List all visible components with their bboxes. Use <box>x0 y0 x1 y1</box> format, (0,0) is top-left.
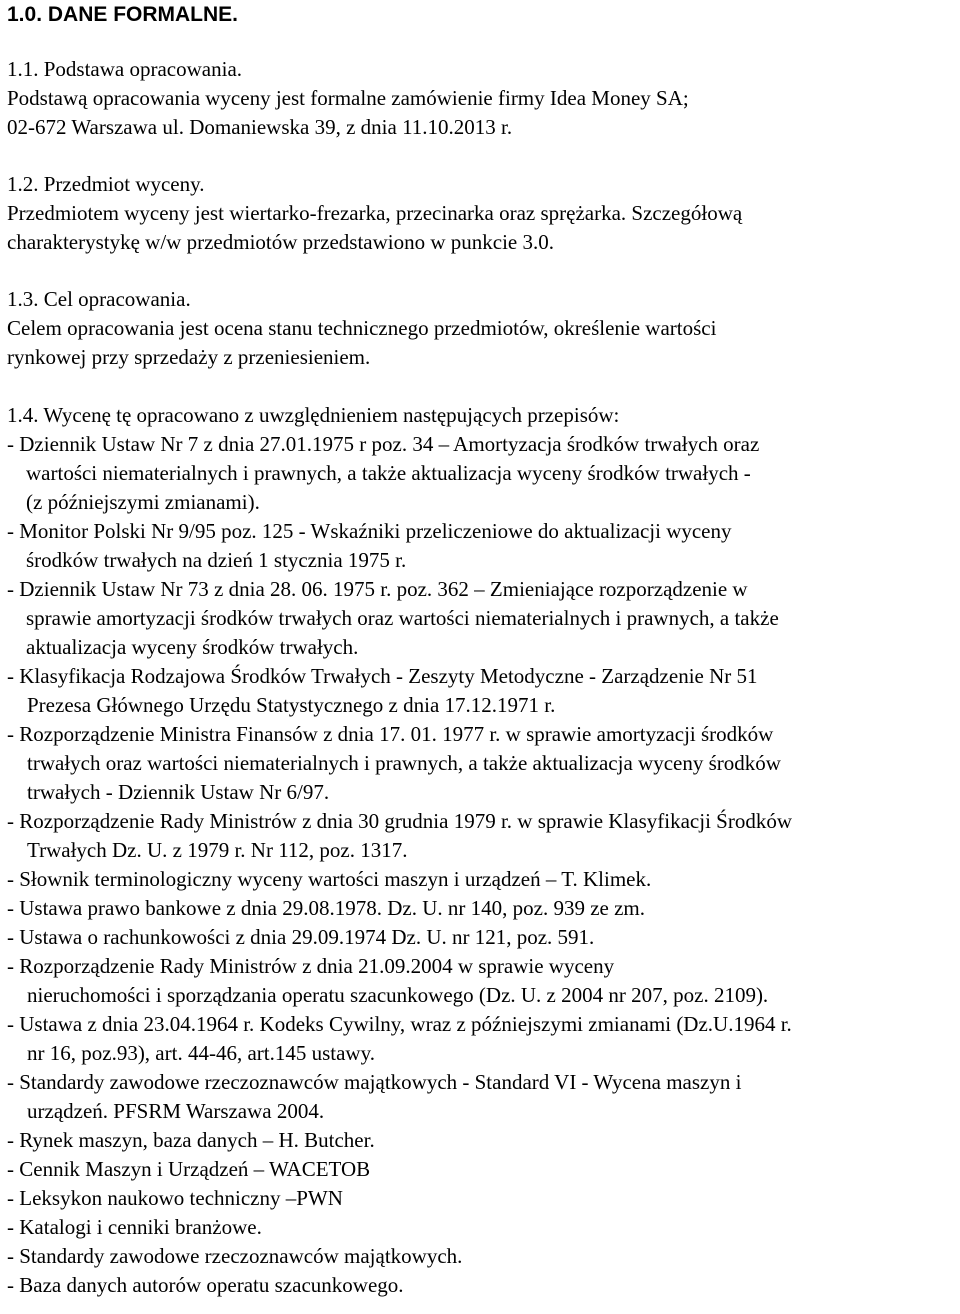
section-title: 1.0. DANE FORMALNE. <box>7 3 239 26</box>
list-item-continuation: sprawie amortyzacji środków trwałych oraz wartości niematerialnych i prawnych, a także <box>26 606 779 630</box>
subsection-heading-1-4: 1.4. Wycenę tę opracowano z uwzględnieniem następujących przepisów: <box>7 403 620 427</box>
list-item: - Baza danych autorów operatu szacunkowego. <box>7 1273 404 1297</box>
list-item: - Ustawa prawo bankowe z dnia 29.08.1978. Dz. U. nr 140, poz. 939 ze zm. <box>7 896 645 920</box>
paragraph-line: Przedmiotem wyceny jest wiertarko-frezarka, przecinarka oraz sprężarka. Szczegółową <box>7 201 743 225</box>
list-item-continuation: (z późniejszymi zmianami). <box>26 490 260 514</box>
list-item: - Dziennik Ustaw Nr 73 z dnia 28. 06. 1975 r. poz. 362 – Zmieniające rozporządzenie w <box>7 577 748 601</box>
list-item-continuation: Trwałych Dz. U. z 1979 r. Nr 112, poz. 1317. <box>27 838 408 862</box>
list-item: - Klasyfikacja Rodzajowa Środków Trwałych - Zeszyty Metodyczne - Zarządzenie Nr 51 <box>7 664 758 688</box>
subsection-heading-1-2: 1.2. Przedmiot wyceny. <box>7 172 205 196</box>
list-item: - Rozporządzenie Rady Ministrów z dnia 30 grudnia 1979 r. w sprawie Klasyfikacji Środków <box>7 809 792 833</box>
list-item-continuation: trwałych - Dziennik Ustaw Nr 6/97. <box>27 780 330 804</box>
list-item-continuation: aktualizacja wyceny środków trwałych. <box>26 635 359 659</box>
list-item: - Słownik terminologiczny wyceny wartości maszyn i urządzeń – T. Klimek. <box>7 867 652 891</box>
list-item: - Standardy zawodowe rzeczoznawców majątkowych. <box>7 1244 463 1268</box>
subsection-heading-1-1: 1.1. Podstawa opracowania. <box>7 57 243 81</box>
list-item-continuation: urządzeń. PFSRM Warszawa 2004. <box>27 1099 325 1123</box>
list-item: - Ustawa z dnia 23.04.1964 r. Kodeks Cywilny, wraz z późniejszymi zmianami (Dz.U.1964 r. <box>7 1012 792 1036</box>
list-item-continuation: środków trwałych na dzień 1 stycznia 1975 r. <box>26 548 407 572</box>
list-item: - Katalogi i cenniki branżowe. <box>7 1215 262 1239</box>
paragraph-line: rynkowej przy sprzedaży z przeniesieniem. <box>7 345 371 369</box>
list-item: - Rozporządzenie Ministra Finansów z dnia 17. 01. 1977 r. w sprawie amortyzacji środków <box>7 722 774 746</box>
list-item: - Monitor Polski Nr 9/95 poz. 125 - Wskaźniki przeliczeniowe do aktualizacji wyceny <box>7 519 732 543</box>
list-item-continuation: nieruchomości i sporządzania operatu szacunkowego (Dz. U. z 2004 nr 207, poz. 2109). <box>27 983 769 1007</box>
paragraph-line: 02-672 Warszawa ul. Domaniewska 39, z dnia 11.10.2013 r. <box>7 115 513 139</box>
list-item: - Leksykon naukowo techniczny –PWN <box>7 1186 343 1210</box>
list-item-continuation: nr 16, poz.93), art. 44-46, art.145 ustawy. <box>27 1041 375 1065</box>
list-item: - Cennik Maszyn i Urządzeń – WACETOB <box>7 1157 371 1181</box>
list-item-continuation: wartości niematerialnych i prawnych, a także aktualizacja wyceny środków trwałych - <box>26 461 751 485</box>
paragraph-line: Celem opracowania jest ocena stanu technicznego przedmiotów, określenie wartości <box>7 316 717 340</box>
list-item-continuation: trwałych oraz wartości niematerialnych i prawnych, a także aktualizacja wyceny środków <box>27 751 781 775</box>
list-item: - Ustawa o rachunkowości z dnia 29.09.1974 Dz. U. nr 121, poz. 591. <box>7 925 595 949</box>
list-item-continuation: Prezesa Głównego Urzędu Statystycznego z dnia 17.12.1971 r. <box>27 693 556 717</box>
paragraph-line: Podstawą opracowania wyceny jest formalne zamówienie firmy Idea Money SA; <box>7 86 689 110</box>
list-item: - Standardy zawodowe rzeczoznawców majątkowych - Standard VI - Wycena maszyn i <box>7 1070 742 1094</box>
list-item: - Rozporządzenie Rady Ministrów z dnia 21.09.2004 w sprawie wyceny <box>7 954 615 978</box>
list-item: - Dziennik Ustaw Nr 7 z dnia 27.01.1975 r poz. 34 – Amortyzacja środków trwałych oraz <box>7 432 760 456</box>
subsection-heading-1-3: 1.3. Cel opracowania. <box>7 287 191 311</box>
list-item: - Rynek maszyn, baza danych – H. Butcher. <box>7 1128 375 1152</box>
paragraph-line: charakterystykę w/w przedmiotów przedstawiono w punkcie 3.0. <box>7 230 555 254</box>
